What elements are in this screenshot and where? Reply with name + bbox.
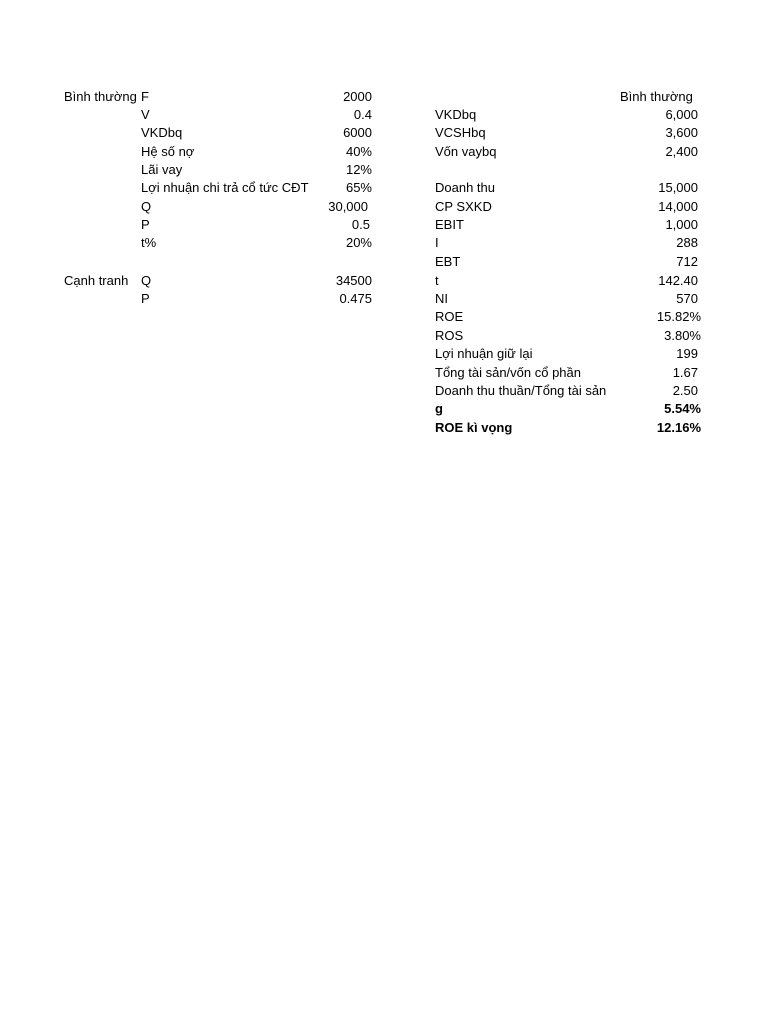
result-value: 288 <box>676 235 698 250</box>
result-label: Lợi nhuận giữ lại <box>435 346 533 361</box>
result-label: EBT <box>435 254 461 269</box>
result-value: 2.50 <box>672 383 698 398</box>
result-value: 15,000 <box>658 180 698 195</box>
result-label: CP SXKD <box>435 199 492 214</box>
result-value: 6,000 <box>665 107 698 122</box>
result-label: t <box>435 273 439 288</box>
result-label: ROS <box>435 328 464 343</box>
result-value: 1.67 <box>672 365 698 380</box>
result-label-bold: g <box>435 401 443 416</box>
result-value-bold: 5.54% <box>664 401 701 416</box>
param-value: 20% <box>345 235 372 250</box>
param-label: VKDbq <box>141 125 183 140</box>
param-label: Lợi nhuận chi trả cổ tức CĐT <box>141 180 309 195</box>
param-value: 30,000 <box>328 199 368 214</box>
result-label: VKDbq <box>435 107 477 122</box>
param-label: Q <box>141 199 152 214</box>
result-label: Doanh thu <box>435 180 495 195</box>
param-value: 0.5 <box>351 217 370 232</box>
param-value: 6000 <box>343 125 372 140</box>
result-label: Vốn vaybq <box>435 144 497 159</box>
group-label-binh-thuong: Bình thường <box>64 89 137 104</box>
result-label: ROE <box>435 309 464 324</box>
result-value: 3.80% <box>664 328 701 343</box>
param-label: t% <box>141 235 157 250</box>
param-value: 12% <box>345 162 372 177</box>
result-label: EBIT <box>435 217 464 232</box>
result-value-bold: 12.16% <box>656 420 701 435</box>
result-label: VCSHbq <box>435 125 486 140</box>
param-value: 2000 <box>343 89 372 104</box>
result-label-bold: ROE kì vọng <box>435 420 513 435</box>
param-value: 0.475 <box>339 291 372 306</box>
param-value: 65% <box>345 180 372 195</box>
result-value: 142.40 <box>658 273 698 288</box>
result-value: 712 <box>676 254 698 269</box>
group-label-canh-tranh: Cạnh tranh <box>64 273 129 288</box>
result-label: Tổng tài sản/vốn cổ phần <box>435 365 581 380</box>
result-value: 15.82% <box>656 309 701 324</box>
result-label: Doanh thu thuần/Tổng tài sản <box>435 383 607 398</box>
column-header: Bình thường <box>620 89 693 104</box>
result-value: 3,600 <box>665 125 698 140</box>
result-value: 2,400 <box>665 144 698 159</box>
param-value: 40% <box>345 144 372 159</box>
result-value: 199 <box>676 346 698 361</box>
param-label: P <box>141 291 150 306</box>
result-label: I <box>435 235 439 250</box>
param-label: P <box>141 217 150 232</box>
param-value: 34500 <box>335 273 372 288</box>
result-value: 14,000 <box>658 199 698 214</box>
param-label: Lãi vay <box>141 162 183 177</box>
result-value: 1,000 <box>665 217 698 232</box>
param-value: 0.4 <box>353 107 372 122</box>
result-label: NI <box>435 291 448 306</box>
param-label: F <box>141 89 149 104</box>
param-label: Hệ số nợ <box>141 144 195 159</box>
result-value: 570 <box>676 291 698 306</box>
param-label: Q <box>141 273 152 288</box>
param-label: V <box>141 107 150 122</box>
